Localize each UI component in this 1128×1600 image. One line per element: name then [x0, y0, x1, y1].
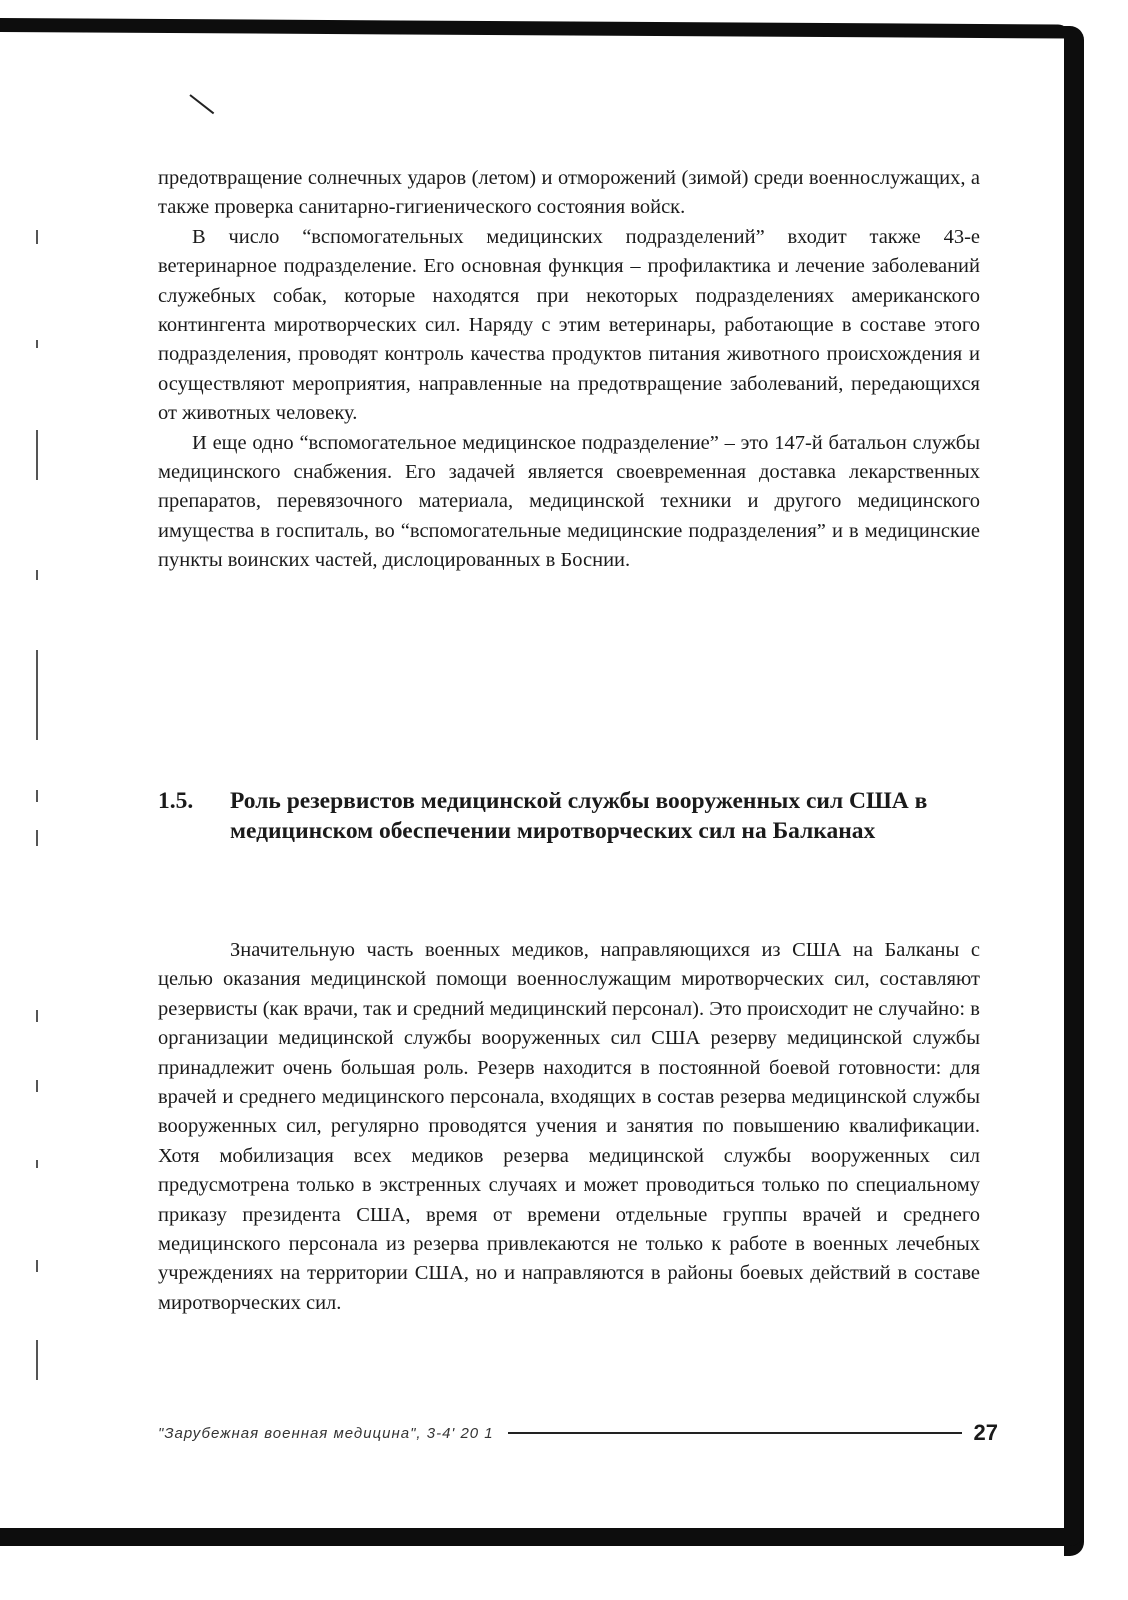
scan-border-bottom	[0, 1528, 1084, 1546]
footer-source: "Зарубежная военная медицина", 3-4' 20 1	[158, 1424, 494, 1442]
body-text-bottom	[158, 936, 980, 1318]
paragraph-reservists: Значительную часть военных медиков, направляющихся из США на Балканы с целью оказания медицинской помощи военнослужащим миротворческих сил, составляют резервисты (как врачи, так и средний медицинский персонал). Это происходит не случайно: в организации медицинской службы вооруженных сил США резерву медицинской службы принадлежит очень большая роль. Резерв находится в постоянной боевой готовности: для врачей и среднего медицинского персонала, входящих в состав резерва медицинской службы вооруженных сил, регулярно проводятся учения и занятия по повышению квалификации. Хотя мобилизация всех медиков резерва медицинской службы вооруженных сил предусмотрена только в экстренных случаях и может проводиться только по специальному приказу президента США, время от времени отдельные группы врачей и среднего медицинского персонала из резерва привлекаются не только к работе в военных лечебных учреждениях на территории США, но и направляются в ра͏йоны боевых действий в составе миротворческих сил.	[158, 939, 980, 1314]
footer-rule	[508, 1432, 962, 1434]
scan-border-top	[0, 18, 1070, 39]
paragraph-supply-battalion: И еще одно “вспомогательное медицинское подразделение” – это 147-й батальон службы медицинского снабжения. Его задачей является своевременная доставка лекарственных препаратов, перевязочного материала, медицинской техники и другого медицинского имущества в госпиталь, во “вспомогательные медицинские подразделения” и в медицинские пункты воинских частей, дислоцированных в Боснии.	[158, 431, 980, 572]
section-number: 1.5.	[158, 788, 194, 814]
page-footer	[158, 1418, 998, 1448]
section-title: Роль резервистов медицинской службы вооруженных сил США в медицинском обеспечении миротворческих сил на Балканах	[230, 788, 928, 844]
page-number: 27	[973, 1420, 998, 1445]
scan-mark	[189, 94, 214, 114]
scan-margin-specks	[36, 230, 42, 1390]
paragraph-veterinary: В число “вспомогательных медицинских подразделений” входит также 43-е ветеринарное подразделение. Его основная функция – профилактика и лечение заболеваний служебных собак, которые находятся при некоторых подразделениях американского контингента миротворческих сил. Наряду с этим ветеринары, работающие в составе этого подразделения, проводят контроль качества продуктов питания животного происхождения и осуществляют мероприятия, направленные на предотвращение заболеваний, передающихся от животных человеку.	[158, 225, 980, 425]
body-text-top	[158, 164, 980, 576]
section-heading	[158, 786, 988, 846]
paragraph-continued: предотвращение солнечных ударов (летом) и отморожений (зимой) среди военнослужащих, а также проверка санитарно-гигиенического состояния войск.	[158, 167, 980, 219]
scan-border-right	[1064, 26, 1084, 1556]
